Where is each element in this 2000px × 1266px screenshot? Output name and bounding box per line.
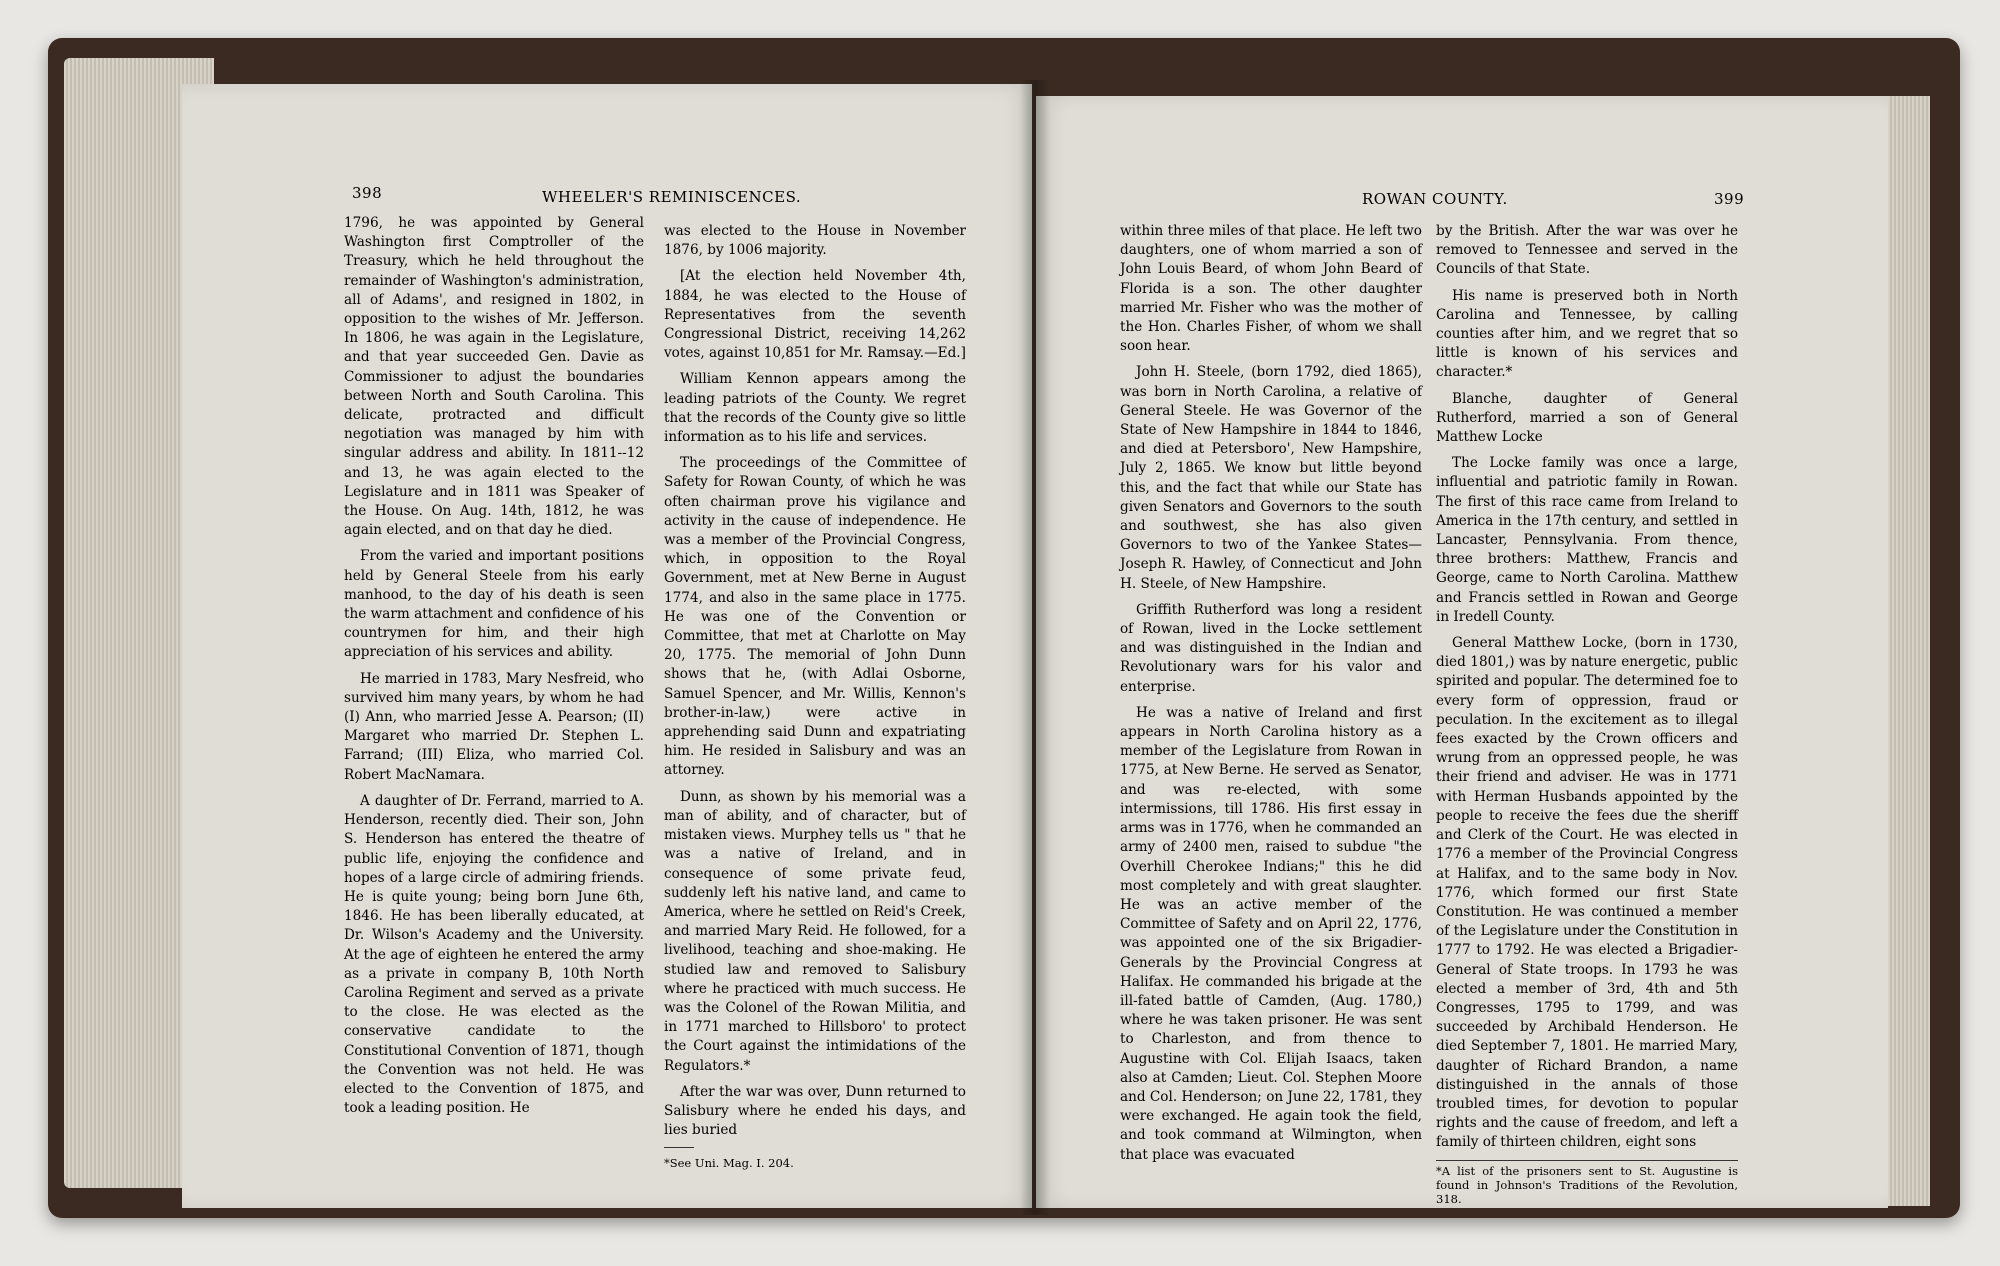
paragraph: The proceedings of the Committee of Safety for Rowan County, of which he was often chairman prove his vigilance and activity in the cause of independence. He was a member of the Provincial Congress, which, in opposition to the Royal Government, met at New Berne in August 1774, and also in the same place in 1775. He was one of the Convention or Committee, that met at Charlotte on May 20, 1775. The memorial of John Dunn shows that he, (with Adlai Osborne, Samuel Spencer, and Mr. Willis, Kennon's brother-in-law,) were active in apprehending said Dunn and expatriating him. He resided in Salisbury and was an attorney. <box>664 455 966 779</box>
footnote: *See Uni. Mag. I. 204. <box>664 1156 794 1171</box>
paragraph: He was a native of Ireland and first appears in North Carolina history as a member of the Legislature from Rowan in 1775, at New Berne. He served as Senator, and was re-elected, with some intermissions, till 1786. His first essay in arms was in 1776, when he commanded an army of 2400 men, raised to subdue "the Overhill Cherokee Indians;" this he did most completely and with great slaughter. He was an active member of the Committee of Safety and on April 22, 1776, was appointed one of the six Brigadier-Generals by the Provincial Congress at Halifax. He commanded his brigade at the ill-fated battle of Camden, (Aug. 1780,) where he was taken prisoner. He was sent to Charleston, and from thence to Augustine with Col. Elijah Isaacs, taken also at Camden; Lieut. Col. Stephen Moore and Col. Henderson; on June 22, 1781, they were exchanged. He again took the field, and took command at Wilmington, when that place was evacuated <box>1120 704 1422 1163</box>
right-page-number: 399 <box>1714 190 1745 208</box>
paragraph: Griffith Rutherford was long a resident of Rowan, lived in the Locke settlement and was distinguished in the Indian and Revolutionary wars for his valor and enterprise. <box>1120 601 1422 695</box>
right-page-column-1 <box>1120 222 1422 1172</box>
left-page-column-1 <box>344 214 644 1125</box>
paragraph: 1796, he was appointed by General Washington first Comptroller of the Treasury, which he held throughout the remainder of Washington's administration, all of Adams', and resigned in 1802, in opposition to the wishes of Mr. Jefferson. In 1806, he was again in the Legislature, and that year succeeded Gen. Davie as Commissioner to adjust the boundaries between North and South Carolina. This delicate, protracted and difficult negotiation was managed by him with singular address and ability. In 1811--12 and 13, he was again elected to the Legislature and in 1811 was Speaker of the House. On Aug. 14th, 1812, he was again elected, and on that day he died. <box>344 215 644 539</box>
left-running-header: WHEELER'S REMINISCENCES. <box>542 188 802 206</box>
paragraph: by the British. After the war was over he removed to Tennessee and served in the Councils of that State. <box>1436 223 1738 278</box>
paragraph: John H. Steele, (born 1792, died 1865), was born in North Carolina, a relative of General Steele. He was Governor of the State of New Hampshire in 1844 to 1846, and died at Petersboro', New Hampshire, July 2, 1865. We know but little beyond this, and the fact that while our State has given Senators and Governors to the south and southwest, she has also given Governors to two of the Yankee States—Joseph R. Hawley, of Connecticut and John H. Steele, of New Hampshire. <box>1120 364 1422 592</box>
paragraph: within three miles of that place. He left two daughters, one of whom married a son of John Louis Beard, of whom John Beard of Florida is a son. The other daughter married Mr. Fisher who was the mother of the Hon. Charles Fisher, of whom we shall soon hear. <box>1120 223 1422 355</box>
book-gutter <box>1020 80 1050 1215</box>
paragraph: He married in 1783, Mary Nesfreid, who survived him many years, by whom he had (I) Ann, who married Jesse A. Pearson; (II) Margaret who married Dr. Stephen L. Farrand; (III) Eliza, who married Col. Robert MacNamara. <box>344 670 644 783</box>
paragraph: was elected to the House in November 1876, by 1006 majority. <box>664 223 966 259</box>
paragraph: From the varied and important positions held by General Steele from his early manhood, to the day of his death is seen the warm attachment and confidence of his countrymen for him, and their high appreciation of his services and ability. <box>344 548 644 661</box>
right-running-header: ROWAN COUNTY. <box>1362 190 1508 208</box>
paragraph: His name is preserved both in North Carolina and Tennessee, by calling counties after him, and we regret that so little is known of his services and character.* <box>1436 287 1738 381</box>
paragraph: Dunn, as shown by his memorial was a man of ability, and of character, but of mistaken views. Murphey tells us " that he was a native of Ireland, and in consequence of some private feud, suddenly left his native land, and came to America, where he settled on Reid's Creek, and married Mary Reid. He followed, for a livelihood, teaching and shoe-making. He studied law and removed to Salisbury where he practiced with much success. He was the Colonel of the Rowan Militia, and in 1771 marched to Hillsboro' to protect the Court against the intimidations of the Regulators.* <box>664 788 966 1074</box>
footnote-rule <box>664 1147 694 1148</box>
paragraph: Blanche, daughter of General Rutherford, married a son of General Matthew Locke <box>1436 390 1738 446</box>
footnote: *A list of the prisoners sent to St. Augustine is found in Johnson's Traditions of the Revolution, 318. <box>1436 1160 1738 1206</box>
right-page-column-2 <box>1436 222 1738 1206</box>
paragraph: William Kennon appears among the leading patriots of the County. We regret that the records of the County give so little information as to his life and services. <box>664 371 966 446</box>
left-page-number: 398 <box>352 184 383 202</box>
paragraph: A daughter of Dr. Ferrand, married to A. Henderson, recently died. Their son, John S. Henderson has entered the theatre of public life, enjoying the confidence and hopes of a large circle of admiring friends. He is quite young; being born June 6th, 1846. He has been liberally educated, at Dr. Wilson's Academy and the University. At the age of eighteen he entered the army as a private in company B, 10th North Carolina Regiment and served as a private to the close. He was elected as the conservative candidate to the Constitutional Convention of 1871, though the Convention was not held. He was elected to the Convention of 1875, and took a leading position. He <box>344 792 644 1117</box>
left-page-column-2 <box>664 222 966 1174</box>
paragraph: After the war was over, Dunn returned to Salisbury where he ended his days, and lies buried <box>664 1083 966 1139</box>
paragraph: [At the election held November 4th, 1884, he was elected to the House of Representatives from the seventh Congressional District, receiving 14,262 votes, against 10,851 for Mr. Ramsay.—Ed.] <box>664 268 966 362</box>
paragraph: The Locke family was once a large, influential and patriotic family in Rowan. The first of this race came from Ireland to America in the 17th century, and settled in Lancaster, Pennsylvania. From thence, three brothers: Matthew, Francis and George, came to North Carolina. Matthew and Francis settled in Rowan and George in Iredell County. <box>1436 455 1738 625</box>
paragraph: General Matthew Locke, (born in 1730, died 1801,) was by nature energetic, public spirited and popular. The determined foe to every form of oppression, fraud or peculation. In the excitement as to illegal fees exacted by the Crown officers and wrung from an oppressed people, he was their friend and adviser. He was in 1771 with Herman Husbands appointed by the people to receive the fees due the sheriff and Clerk of the Court. He was elected in 1776 a member of the Provincial Congress at Halifax, and to the same body in Nov. 1776, which formed our first State Constitution. He was continued a member of the Legislature under the Constitution in 1777 to 1792. He was elected a Brigadier-General of State troops. In 1793 he was elected a member of 3rd, 4th and 5th Congresses, 1795 to 1799, and was succeeded by Archibald Henderson. He died September 7, 1801. He married Mary, daughter of Richard Brandon, a name distinguished in the annals of those troubled times, for devotion to popular rights and the cause of freedom, and left a family of thirteen children, eight sons <box>1436 635 1738 1151</box>
